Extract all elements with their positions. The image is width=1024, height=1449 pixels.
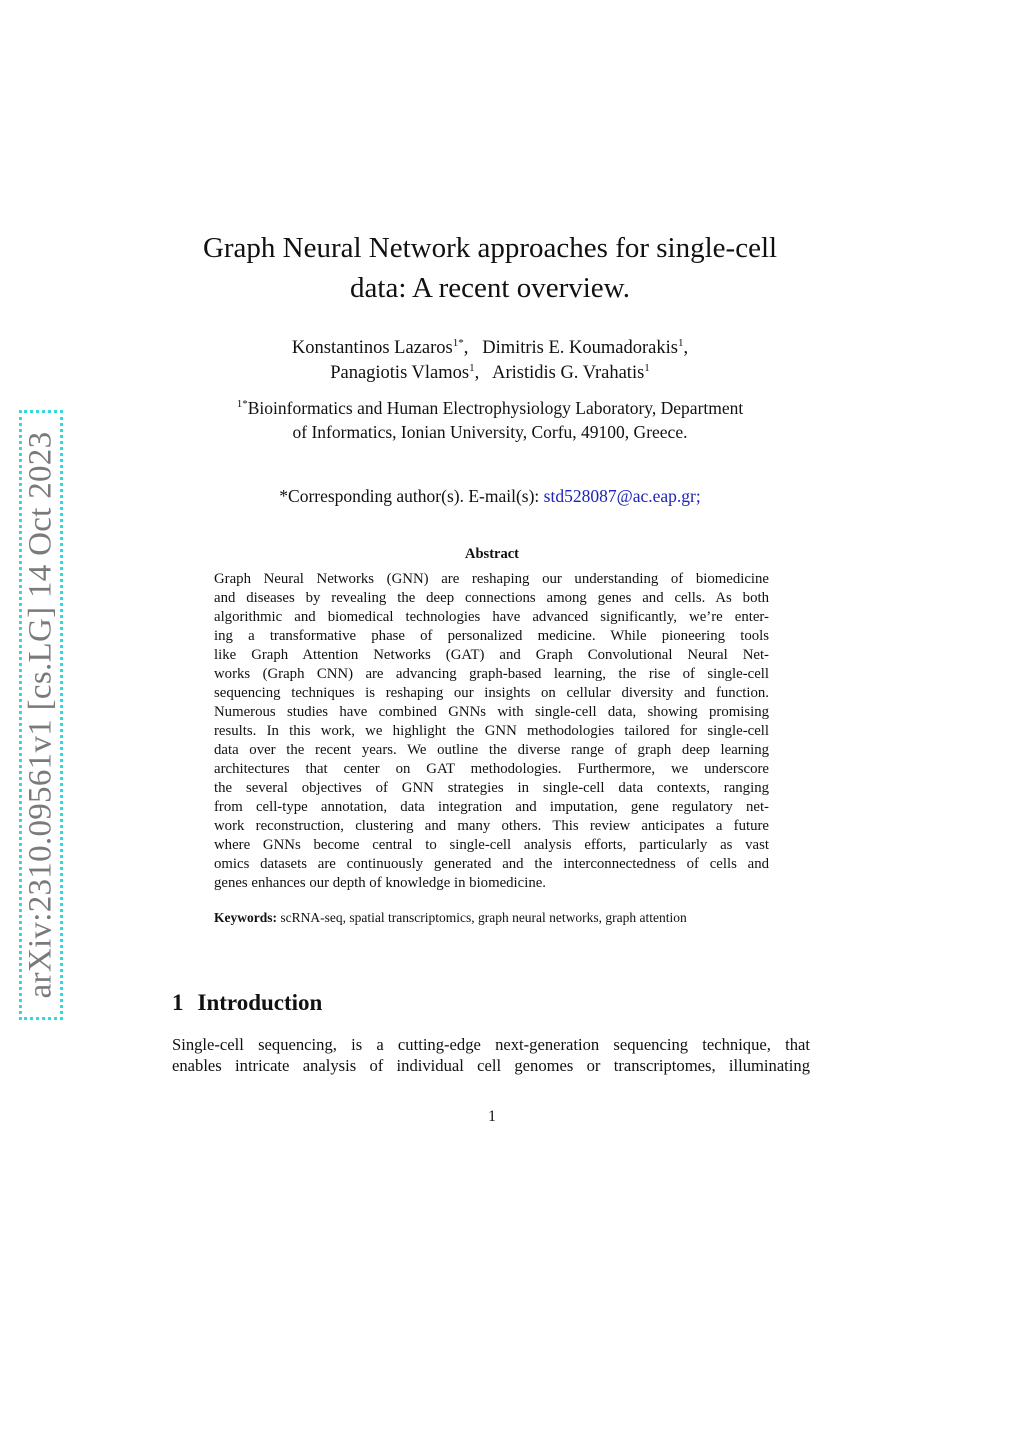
abstract-line: from cell-type annotation, data integration and imputation, gene regulatory net-	[214, 799, 769, 815]
abstract-line: work reconstruction, clustering and many others. This review anticipates a future	[214, 818, 769, 834]
introduction-line: enables intricate analysis of individual cell genomes or transcriptomes, illuminating	[172, 1056, 810, 1075]
affiliation-line-1	[160, 396, 820, 420]
author-name: Panagiotis Vlamos	[330, 363, 470, 383]
affiliation	[160, 396, 820, 444]
keywords-label: Keywords:	[214, 910, 277, 925]
abstract-line: algorithmic and biomedical technologies have advanced significantly, we’re enter-	[214, 609, 769, 625]
abstract-line: results. In this work, we highlight the GNN methodologies tailored for single-cell	[214, 723, 769, 739]
abstract-body	[214, 570, 769, 893]
abstract-line: like Graph Attention Networks (GAT) and Graph Convolutional Neural Net-	[214, 647, 769, 663]
title-line-2: data: A recent overview.	[350, 272, 630, 304]
author-affil-mark: 1	[469, 362, 475, 374]
author-affil-mark: 1*	[452, 337, 464, 349]
introduction-line: Single-cell sequencing, is a cutting-edge next-generation sequencing technique, that	[172, 1035, 810, 1054]
title-line-1: Graph Neural Network approaches for single-cell	[202, 232, 778, 264]
email-link[interactable]: std528087@ac.eap.gr;	[543, 486, 701, 506]
abstract-line: sequencing techniques is reshaping our insights on cellular diversity and function.	[214, 685, 769, 701]
arxiv-identifier: arXiv:2310.09561v1 [cs.LG] 14 Oct 2023	[22, 431, 59, 999]
section-heading-introduction	[172, 988, 322, 1018]
abstract-line: architectures that center on GAT methodologies. Furthermore, we underscore	[214, 761, 769, 777]
abstract-line: omics datasets are continuously generated and the interconnectedness of cells and	[214, 856, 769, 872]
author-name: Aristidis G. Vrahatis	[492, 363, 645, 383]
abstract-line: ing a transformative phase of personalized medicine. While pioneering tools	[214, 628, 769, 644]
affiliation-text: Bioinformatics and Human Electrophysiology Laboratory, Department	[247, 398, 744, 418]
affiliation-mark: 1*	[236, 398, 248, 410]
page-number: 1	[488, 1108, 496, 1125]
author-affil-mark: 1	[677, 337, 684, 349]
keywords-text: scRNA-seq, spatial transcriptomics, graph neural networks, graph attention	[277, 910, 687, 925]
abstract-heading: Abstract	[465, 546, 519, 562]
corresponding-author	[160, 484, 820, 508]
section-number: 1	[172, 990, 184, 1015]
authors-line-2: Panagiotis Vlamos$^1$, Aristidis G. Vrahatis$^1$	[330, 362, 650, 383]
abstract-line: Graph Neural Networks (GNN) are reshaping our understanding of biomedicine	[214, 571, 769, 587]
abstract-line: the several objectives of GNN strategies in single-cell data contexts, ranging	[214, 780, 769, 796]
author-name: Konstantinos Lazaros	[291, 338, 453, 358]
paper-title	[160, 228, 820, 308]
author-affil-mark: 1	[644, 362, 650, 374]
corresponding-label: *Corresponding author(s). E-mail(s):	[279, 486, 544, 506]
abstract-line: and diseases by revealing the deep connections among genes and cells. As both	[214, 590, 769, 606]
abstract-line: data over the recent years. We outline the diverse range of graph deep learning	[214, 742, 769, 758]
authors-line-1: Konstantinos Lazaros$^{1*}$, Dimitris E. Koumadorakis$^1$,	[291, 337, 689, 358]
abstract-line: genes enhances our depth of knowledge in biomedicine.	[214, 875, 547, 891]
keywords	[214, 908, 784, 927]
section-title: Introduction	[197, 990, 323, 1015]
affiliation-line-2: of Informatics, Ionian University, Corfu, 49100, Greece.	[292, 422, 688, 442]
author-name: Dimitris E. Koumadorakis	[482, 338, 678, 358]
arxiv-sidebar-stamp[interactable]	[19, 410, 63, 1020]
introduction-body	[172, 1034, 810, 1076]
abstract-line: works (Graph CNN) are advancing graph-based learning, the rise of single-cell	[214, 666, 769, 682]
abstract-line: Numerous studies have combined GNNs with single-cell data, showing promising	[214, 704, 769, 720]
abstract-line: where GNNs become central to single-cell analysis efforts, particularly as vast	[214, 837, 769, 853]
author-list	[160, 336, 820, 386]
